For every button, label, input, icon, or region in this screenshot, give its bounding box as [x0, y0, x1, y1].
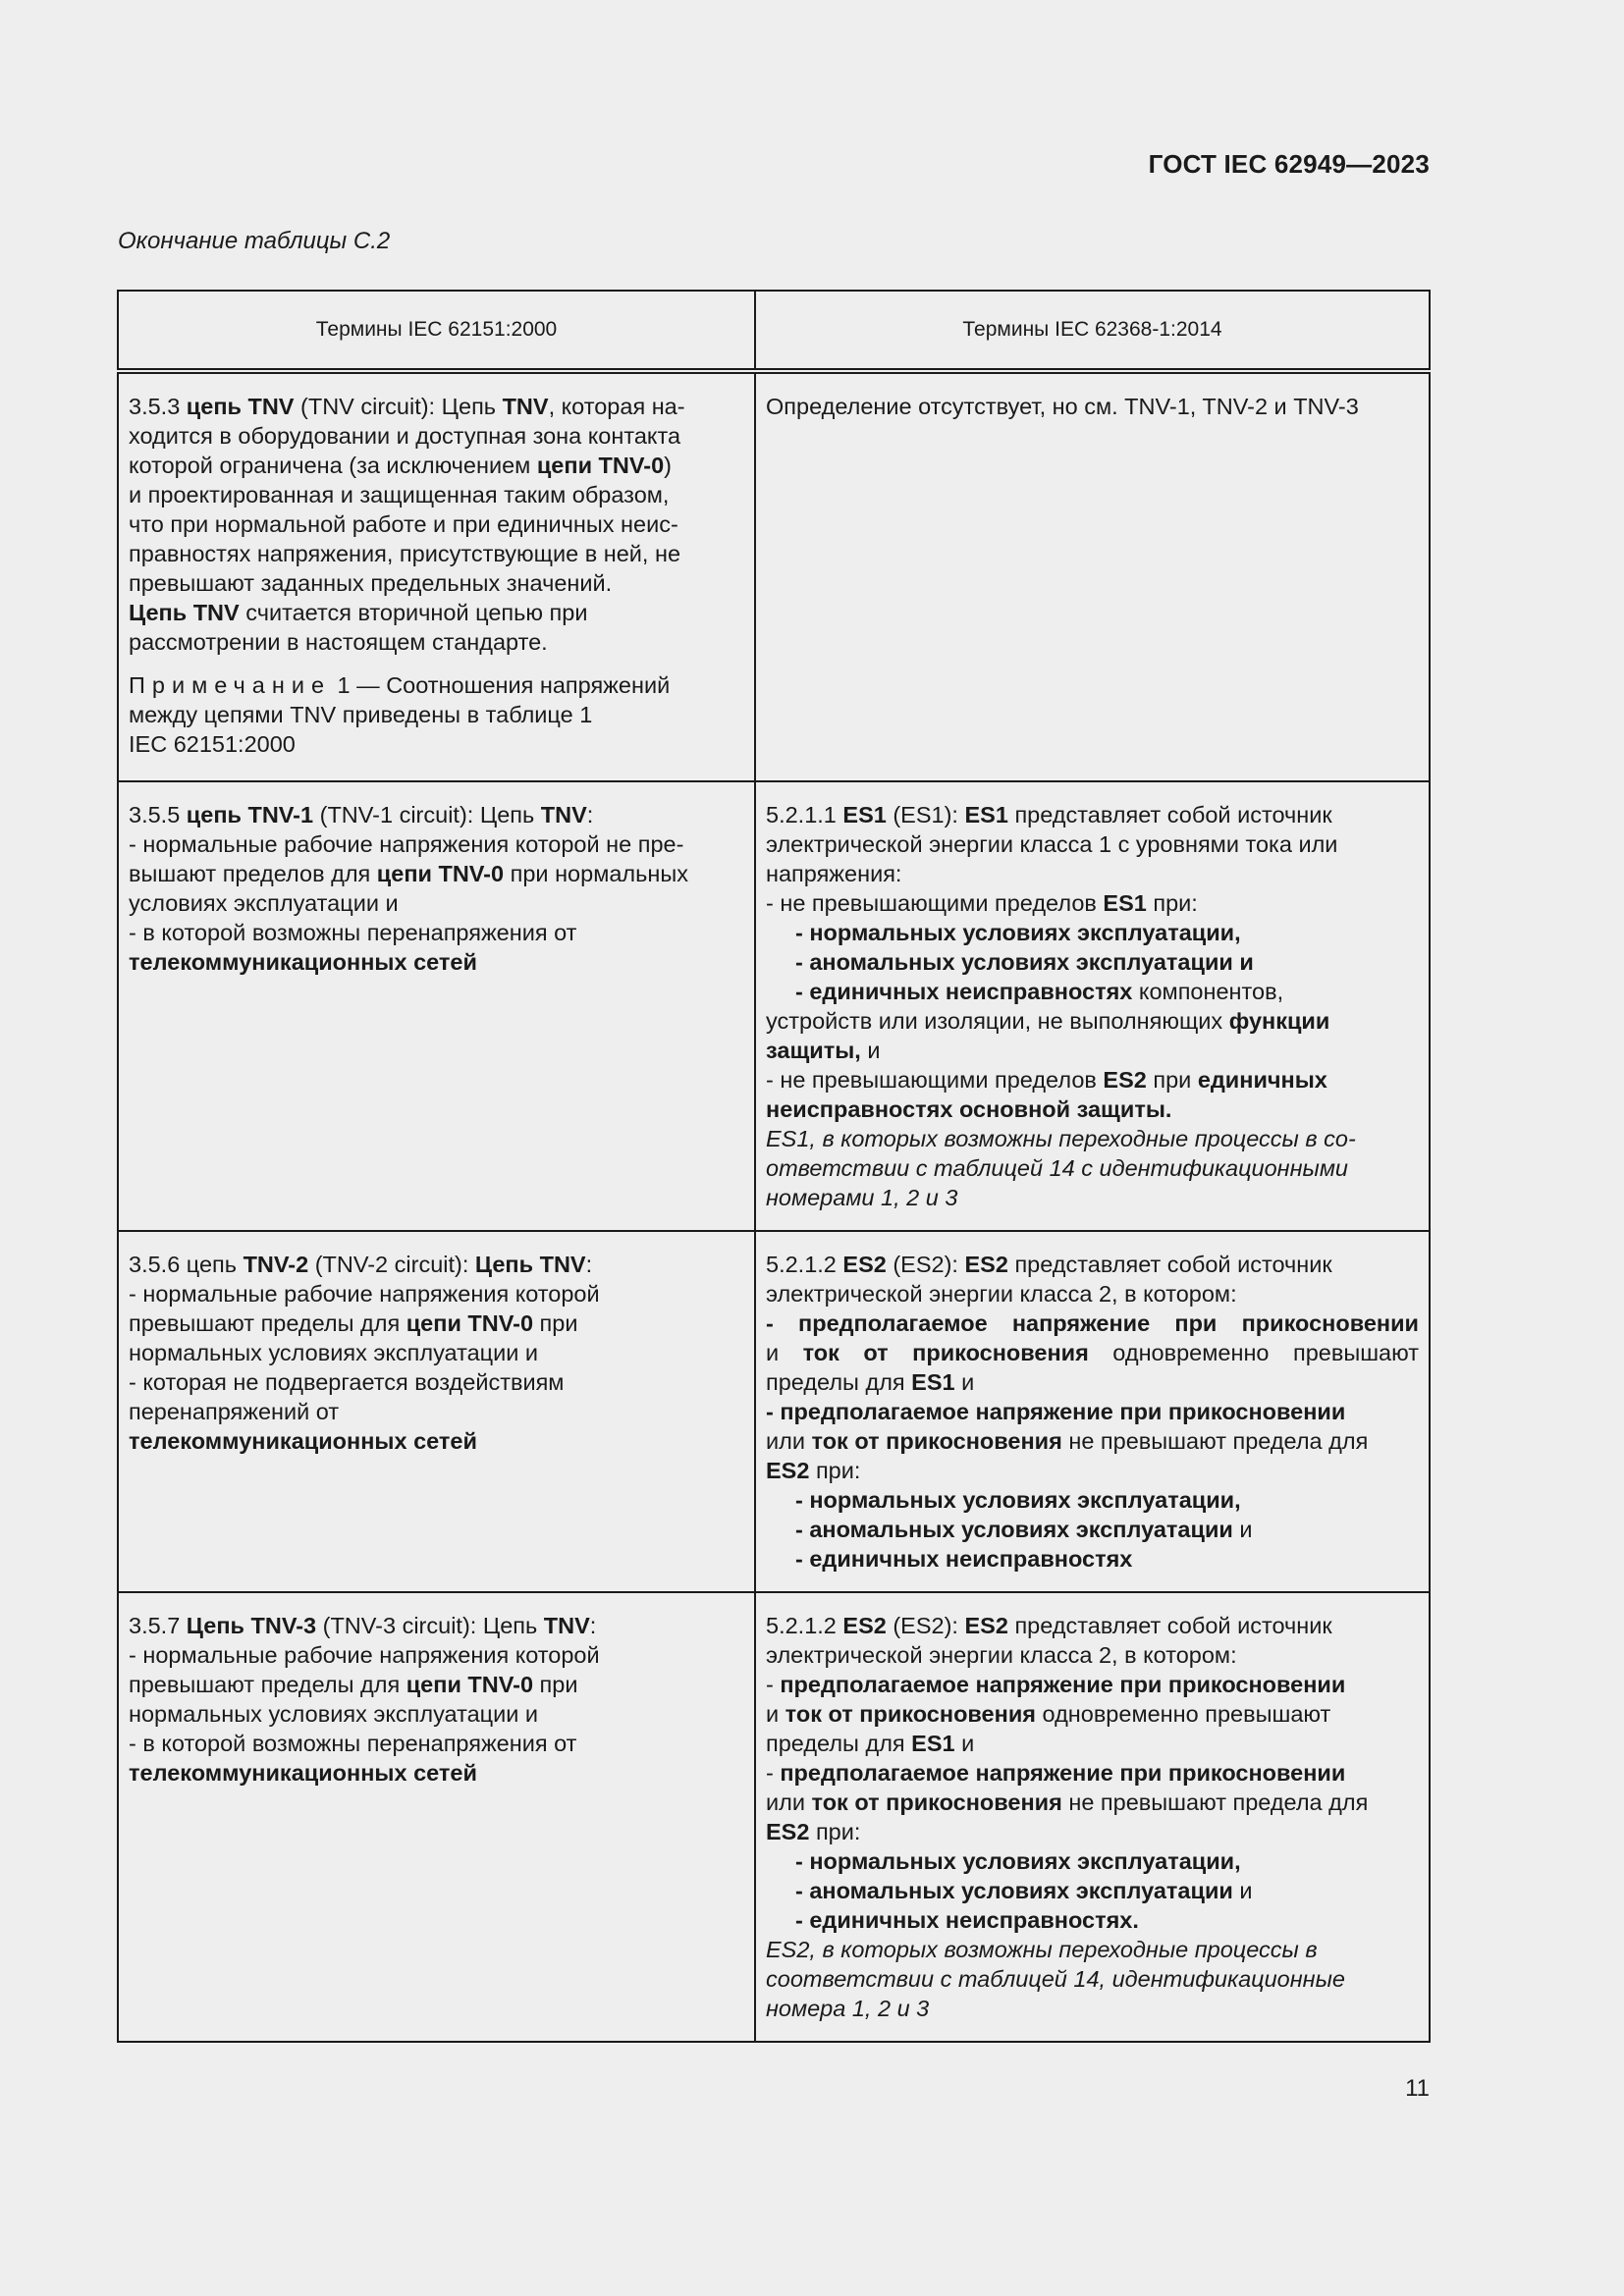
standard-designation: ГОСТ IEC 62949—2023 — [1148, 149, 1430, 179]
text-line: неисправностях основной защиты. — [766, 1096, 1172, 1122]
text-line: или ток от прикосновения не превышают предела для — [766, 1428, 1369, 1454]
column-header-iec-62368: Термины IEC 62368-1:2014 — [755, 291, 1430, 371]
table-row — [118, 781, 1430, 1231]
column-header-iec-62151: Термины IEC 62151:2000 — [118, 291, 755, 371]
text-line: превышают пределы для цепи TNV-0 при — [129, 1310, 578, 1336]
text-line: пределы для ES1 и — [766, 1369, 975, 1395]
text-line: электрической энергии класса 2, в котором: — [766, 1642, 1237, 1668]
text-line: - в которой возможны перенапряжения от — [129, 920, 577, 945]
note-line: IEC 62151:2000 — [129, 731, 296, 757]
term-cell-left — [118, 1592, 755, 2042]
text-line: - нормальные рабочие напряжения которой — [129, 1642, 600, 1668]
text-line: - нормальных условиях эксплуатации, — [795, 1487, 1241, 1513]
text-line: или ток от прикосновения не превышают предела для — [766, 1789, 1369, 1815]
text-line: ответствии с таблицей 14 с идентификационными — [766, 1155, 1348, 1181]
table-row — [118, 1231, 1430, 1592]
table-row — [118, 371, 1430, 781]
note-line: Примечание 1 — Соотношения напряжений — [129, 672, 671, 698]
text-line: перенапряжений от — [129, 1399, 340, 1424]
text-line: - которая не подвергается воздействиям — [129, 1369, 565, 1395]
text-line: 5.2.1.1 ES1 (ES1): ES1 представляет собой источник — [766, 802, 1332, 828]
text-line: - единичных неисправностях компонентов, — [795, 979, 1284, 1004]
text-line: - предполагаемое напряжение при прикосновении — [766, 1310, 1419, 1336]
text-line: напряжения: — [766, 861, 902, 886]
text-line: Цепь TNV считается вторичной цепью при — [129, 600, 588, 625]
term-cell-left — [118, 781, 755, 1231]
page-number: 11 — [1405, 2075, 1430, 2102]
text-line: - аномальных условиях эксплуатации и — [795, 1517, 1253, 1542]
term-cell-right — [755, 1592, 1430, 2042]
text-line: - не превышающими пределов ES1 при: — [766, 890, 1198, 916]
text-line: телекоммуникационных сетей — [129, 1760, 477, 1786]
text-line: ходится в оборудовании и доступная зона контакта — [129, 423, 681, 449]
text-line: 3.5.3 цепь TNV (TNV circuit): Цепь TNV, которая на- — [129, 394, 685, 419]
text-line: электрической энергии класса 1 с уровнями тока или — [766, 831, 1338, 857]
text-line: - единичных неисправностях. — [795, 1907, 1139, 1933]
text-line: - предполагаемое напряжение при прикосновении — [766, 1672, 1346, 1697]
text-line: и ток от прикосновения одновременно превышают — [766, 1701, 1331, 1727]
text-line: - нормальные рабочие напряжения которой не пре- — [129, 831, 684, 857]
text-line: 3.5.5 цепь TNV-1 (TNV-1 circuit): Цепь TNV: — [129, 802, 594, 828]
text-line: рассмотрении в настоящем стандарте. — [129, 629, 548, 655]
table-caption: Окончание таблицы С.2 — [118, 228, 391, 254]
text-line: нормальных условиях эксплуатации и — [129, 1340, 539, 1365]
text-line: что при нормальной работе и при единичных неис- — [129, 511, 678, 537]
text-line: - нормальные рабочие напряжения которой — [129, 1281, 600, 1307]
text-line: устройств или изоляции, не выполняющих функции — [766, 1008, 1330, 1034]
text-line: - в которой возможны перенапряжения от — [129, 1731, 577, 1756]
text-line: вышают пределов для цепи TNV-0 при нормальных — [129, 861, 688, 886]
text-line: 5.2.1.2 ES2 (ES2): ES2 представляет собой источник — [766, 1613, 1332, 1638]
text-line: условиях эксплуатации и — [129, 890, 399, 916]
text-line: - нормальных условиях эксплуатации, — [795, 1848, 1241, 1874]
text-line: телекоммуникационных сетей — [129, 949, 477, 975]
text-line: - аномальных условиях эксплуатации и — [795, 949, 1254, 975]
text-line: - не превышающими пределов ES2 при единичных — [766, 1067, 1327, 1093]
text-line: правностях напряжения, присутствующие в ней, не — [129, 541, 681, 566]
text-line: - аномальных условиях эксплуатации и — [795, 1878, 1253, 1903]
table-header-row — [118, 291, 1430, 371]
text-line: ES1, в которых возможны переходные процессы в со- — [766, 1126, 1356, 1151]
text-line: которой ограничена (за исключением цепи TNV-0) — [129, 453, 672, 478]
text-line: и проектированная и защищенная таким образом, — [129, 482, 670, 507]
term-cell-left — [118, 371, 755, 781]
text-line: ES2 при: — [766, 1458, 861, 1483]
text-line: превышают заданных предельных значений. — [129, 570, 613, 596]
text-line: 3.5.6 цепь TNV-2 (TNV-2 circuit): Цепь TNV: — [129, 1252, 593, 1277]
text-line: Определение отсутствует, но см. TNV-1, TNV-2 и TNV-3 — [766, 394, 1359, 419]
term-cell-right — [755, 371, 1430, 781]
text-line: - предполагаемое напряжение при прикосновении — [766, 1760, 1346, 1786]
text-line: защиты, и — [766, 1038, 881, 1063]
text-line: нормальных условиях эксплуатации и — [129, 1701, 539, 1727]
text-line: электрической энергии класса 2, в котором: — [766, 1281, 1237, 1307]
text-line: телекоммуникационных сетей — [129, 1428, 477, 1454]
text-line: ES2 при: — [766, 1819, 861, 1844]
table-row — [118, 1592, 1430, 2042]
text-line: 5.2.1.2 ES2 (ES2): ES2 представляет собой источник — [766, 1252, 1332, 1277]
term-cell-left — [118, 1231, 755, 1592]
text-line: - предполагаемое напряжение при прикосновении — [766, 1399, 1346, 1424]
term-cell-right — [755, 781, 1430, 1231]
text-line: пределы для ES1 и — [766, 1731, 975, 1756]
term-cell-right — [755, 1231, 1430, 1592]
text-line: номера 1, 2 и 3 — [766, 1996, 930, 2021]
note-line: между цепями TNV приведены в таблице 1 — [129, 702, 593, 727]
terms-comparison-table — [117, 290, 1431, 2043]
text-line: - нормальных условиях эксплуатации, — [795, 920, 1241, 945]
text-line: ES2, в которых возможны переходные процессы в — [766, 1937, 1318, 1962]
text-line: соответствии с таблицей 14, идентификационные — [766, 1966, 1345, 1992]
text-line: 3.5.7 Цепь TNV-3 (TNV-3 circuit): Цепь TNV: — [129, 1613, 597, 1638]
text-line: номерами 1, 2 и 3 — [766, 1185, 958, 1210]
text-line: превышают пределы для цепи TNV-0 при — [129, 1672, 578, 1697]
text-line: - единичных неисправностях — [795, 1546, 1133, 1572]
text-line: и ток от прикосновения одновременно превышают — [766, 1340, 1420, 1365]
